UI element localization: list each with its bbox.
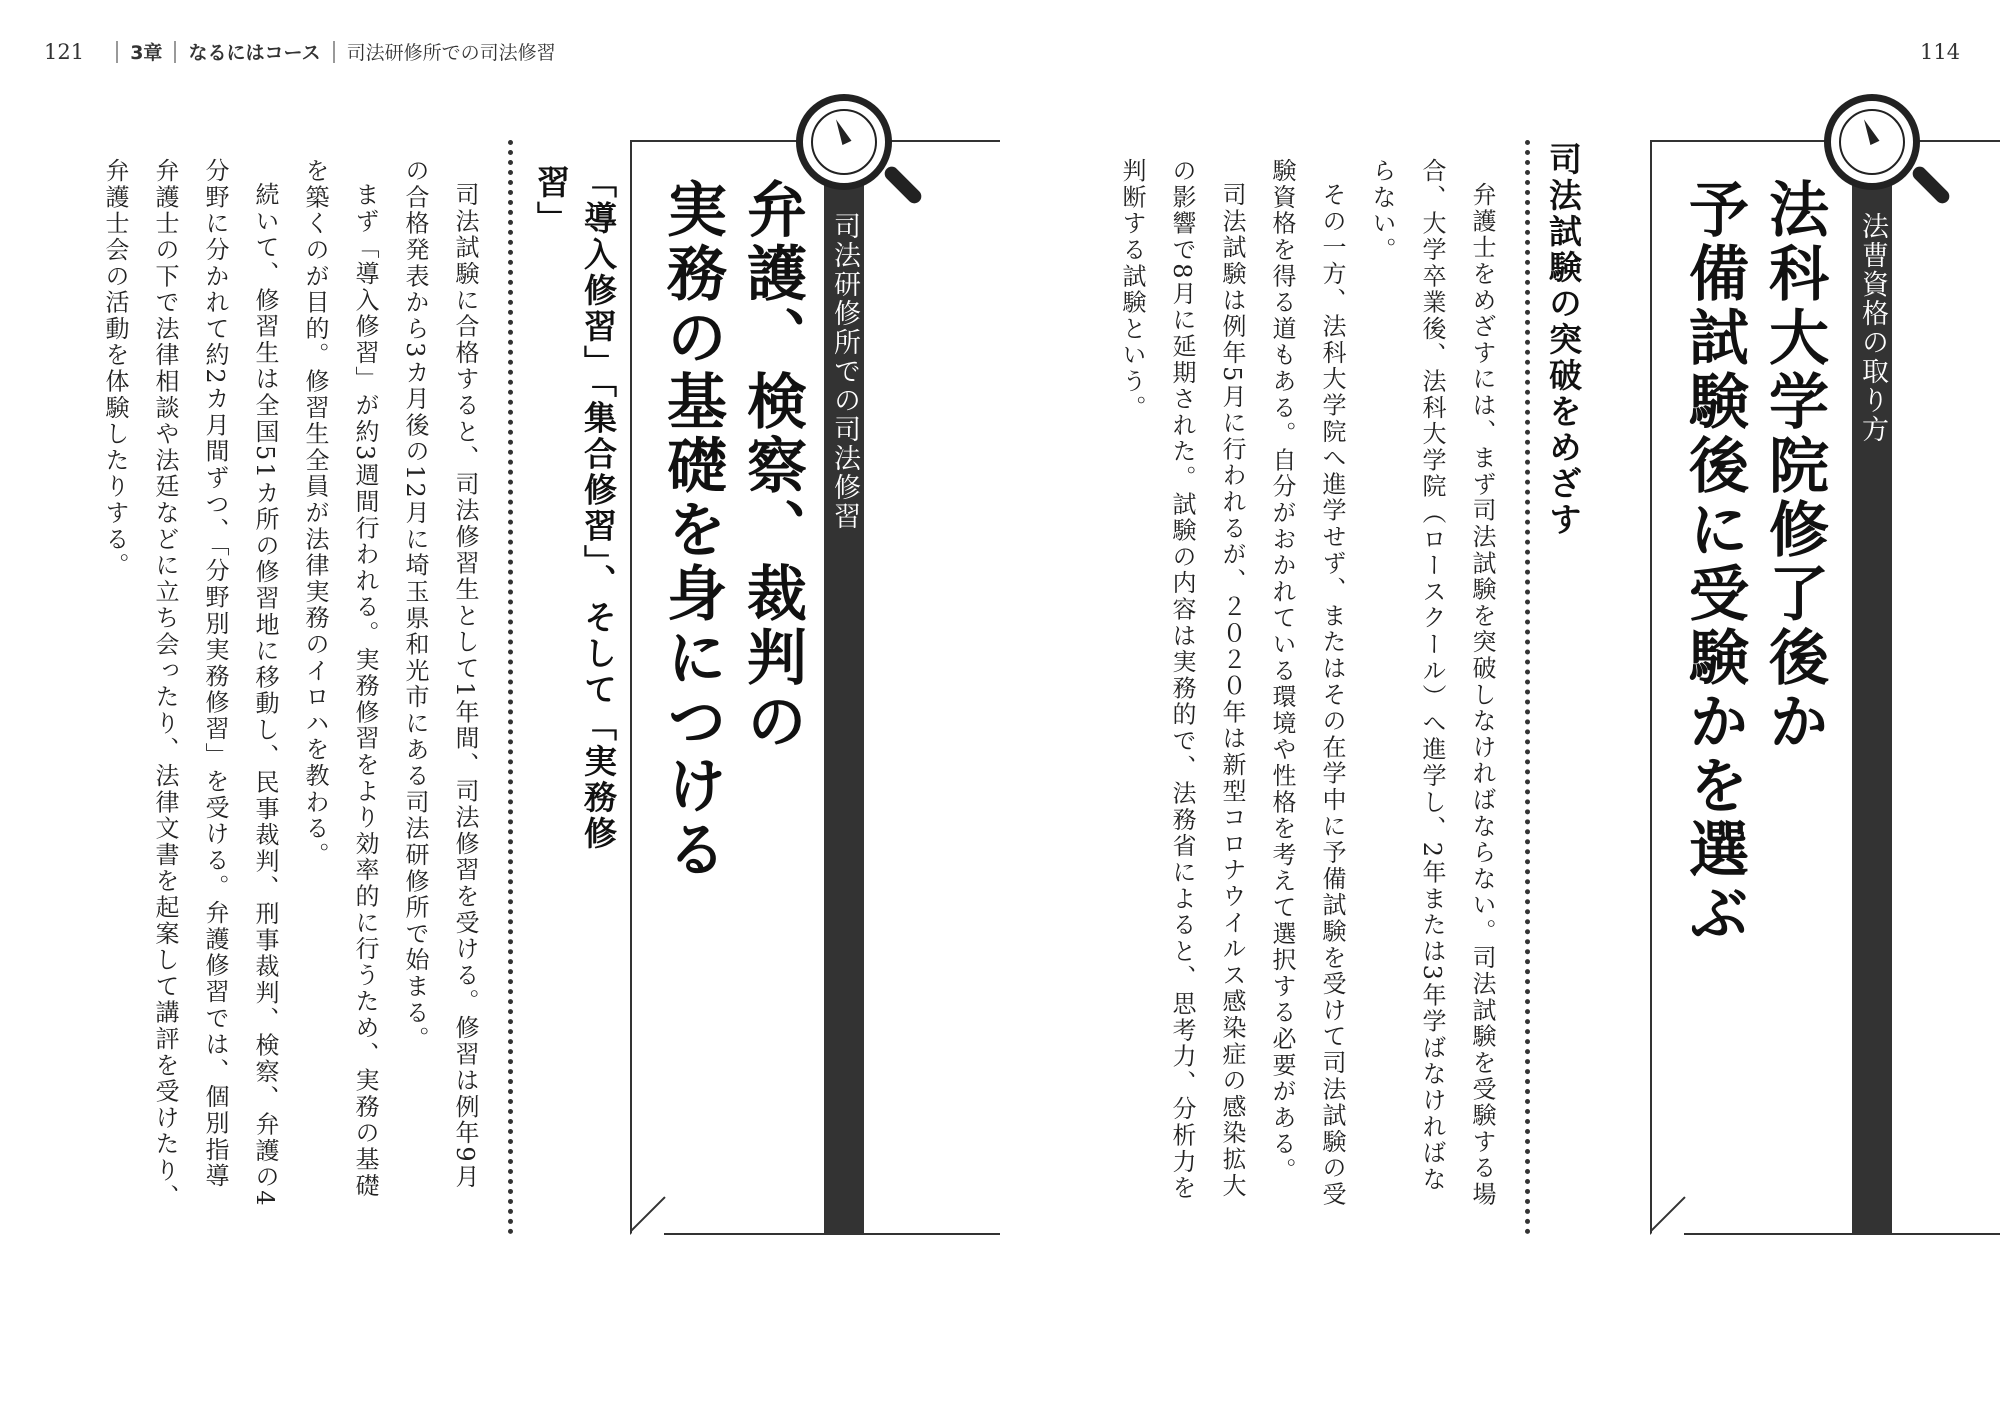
title-line-1: 法科大学院修了後か bbox=[1759, 178, 1829, 754]
page-number: 121 bbox=[44, 40, 85, 64]
paragraph: 弁護士の下で法律相談や法廷などに立ち会ったり、法律文書を起案して講評を受けたり、 bbox=[151, 158, 179, 1210]
title-line-2: 実務の基礎を身につける bbox=[657, 178, 727, 882]
compass-magnifier-icon bbox=[796, 94, 892, 190]
paragraph: の影響で8月に延期された。試験の内容は実務的で、法務省によると、思考力、分析力を bbox=[1168, 158, 1196, 1202]
paragraph: 判断する試験という。 bbox=[1118, 158, 1146, 421]
paragraph: らない。 bbox=[1368, 158, 1396, 264]
dotted-rule bbox=[508, 140, 513, 1235]
title-line-2: 予備試験後に受験かを選ぶ bbox=[1679, 178, 1749, 946]
paragraph: まず「導入修習」が約3週間行われる。実務修習をより効率的に行うため、実務の基礎 bbox=[351, 182, 379, 1199]
card-fold bbox=[630, 1201, 664, 1235]
paragraph: その一方、法科大学院へ進学せず、またはその在学中に予備試験を受けて司法試験の受 bbox=[1318, 182, 1346, 1208]
body-text bbox=[101, 158, 490, 1238]
paragraph: 司法試験は例年5月に行われるが、２０２０年は新型コロナウイルス感染症の感染拡大 bbox=[1218, 182, 1246, 1199]
title-line-1: 弁護、検察、裁判の bbox=[737, 178, 807, 754]
title-card bbox=[630, 140, 1000, 1235]
card-title bbox=[652, 178, 812, 882]
card-spine bbox=[1852, 142, 1892, 1233]
paragraph: 続いて、修習生は全国51カ所の修習地に移動し、民事裁判、刑事裁判、検察、弁護の4 bbox=[251, 182, 279, 1208]
title-card bbox=[1650, 140, 2000, 1235]
page-header bbox=[1920, 40, 1960, 65]
card-spine bbox=[824, 142, 864, 1233]
divider bbox=[174, 41, 176, 63]
magnifier-handle bbox=[1910, 164, 1952, 206]
section-label: 司法研修所での司法修習 bbox=[346, 42, 556, 64]
magnifier-handle bbox=[882, 164, 924, 206]
card-fold bbox=[1650, 1201, 1684, 1235]
card-title bbox=[1674, 178, 1834, 946]
section-subheading: 司法試験の突破をめざす bbox=[1544, 142, 1583, 538]
paragraph: 弁護士会の活動を体験したりする。 bbox=[101, 158, 129, 579]
paragraph: 司法試験に合格すると、司法修習生として1年間、司法修習を受ける。修習は例年9月 bbox=[451, 182, 479, 1191]
section-subheading: 「導入修習」「集合修習」、そして「実務修習」 bbox=[532, 165, 618, 852]
paragraph: 合、大学卒業後、法科大学院（ロースクール）へ進学し、2年または3年学ばなければな bbox=[1418, 158, 1446, 1193]
paragraph: 験資格を得る道もある。自分がおかれている環境や性格を考えて選択する必要がある。 bbox=[1268, 158, 1296, 1184]
course-label: なるにはコース bbox=[188, 42, 321, 64]
paragraph: 分野に分かれて約2カ月間ずつ、「分野別実務修習」を受ける。弁護修習では、個別指導 bbox=[201, 158, 229, 1190]
divider bbox=[333, 41, 335, 63]
page-number: 114 bbox=[1920, 40, 1961, 64]
spine-label: 司法研修所での司法修習 bbox=[829, 212, 860, 531]
spine-label: 法曹資格の取り方 bbox=[1857, 212, 1888, 444]
body-text bbox=[1118, 158, 1507, 1238]
dotted-rule bbox=[1525, 140, 1530, 1235]
divider bbox=[116, 41, 118, 63]
chapter-label: 3章 bbox=[130, 42, 163, 64]
page-header bbox=[44, 40, 556, 65]
compass-magnifier-icon bbox=[1824, 94, 1920, 190]
paragraph: を築くのが目的。修習生全員が法律実務のイロハを教わる。 bbox=[301, 158, 329, 869]
right-page bbox=[1000, 0, 2000, 1423]
paragraph: 弁護士をめざすには、まず司法試験を突破しなければならない。司法試験を受験する場 bbox=[1468, 182, 1496, 1208]
paragraph: の合格発表から3カ月後の12月に埼玉県和光市にある司法研修所で始まる。 bbox=[401, 158, 429, 1053]
